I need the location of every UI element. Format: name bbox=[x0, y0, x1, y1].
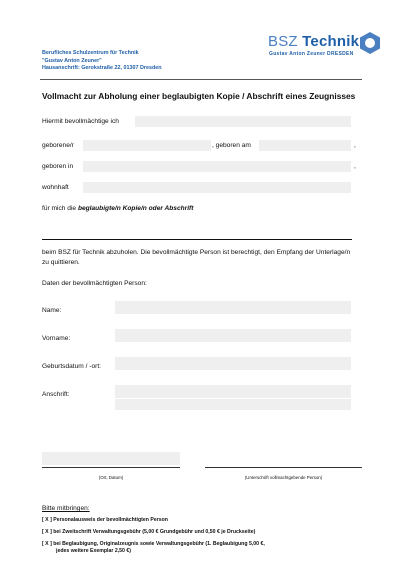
logo-prefix: BSZ bbox=[268, 33, 298, 50]
bring-item-2-text: [ X ] bei Zweitschrift Verwaltungsgebühr (5,00 € Grundgebühr und 0,50 € je Druckseite) bbox=[42, 529, 256, 535]
label-wohnhaft: wohnhaft bbox=[42, 184, 69, 191]
field-geburtsname[interactable] bbox=[83, 140, 211, 151]
label-vorname: Vorname: bbox=[42, 335, 71, 342]
label-hiermit: Hiermit bevollmächtige ich bbox=[42, 118, 119, 125]
field-anschrift-2[interactable] bbox=[115, 399, 351, 410]
field-geburtsdatum[interactable] bbox=[259, 140, 351, 151]
header-divider bbox=[40, 79, 362, 80]
bring-item-3-continuation: jedes weitere Exemplar 2,50 €) bbox=[56, 548, 131, 555]
logo-name: Technik bbox=[302, 33, 360, 50]
list-item bbox=[42, 541, 362, 555]
bring-item-1-text: [ X ] Personalausweis der bevollmächtigten Person bbox=[42, 517, 168, 523]
document-title: Vollmacht zur Abholung einer beglaubigten Kopie / Abschrift eines Zeugnisses bbox=[42, 91, 356, 101]
field-geburtsort[interactable] bbox=[83, 161, 351, 172]
sender-line-3: Hausanschrift: Gerokstraße 22, 01307 Dresden bbox=[42, 65, 162, 72]
field-anschrift-1[interactable] bbox=[115, 385, 351, 398]
list-item bbox=[42, 517, 362, 524]
ort-datum-line bbox=[42, 467, 180, 468]
field-ort-datum[interactable] bbox=[42, 452, 180, 465]
label-anschrift: Anschrift: bbox=[42, 391, 70, 398]
field-wohnhaft[interactable] bbox=[83, 182, 351, 193]
bring-list bbox=[42, 517, 362, 560]
field-name[interactable] bbox=[115, 301, 351, 314]
sender-address bbox=[42, 50, 262, 73]
label-geboren-am: , geboren am bbox=[212, 142, 251, 149]
signature-line[interactable] bbox=[205, 467, 362, 468]
hexagon-nut-icon bbox=[359, 31, 381, 55]
person-heading: Daten der bevollmächtigten Person: bbox=[42, 280, 147, 287]
label-geburtsdatum-ort: Geburtsdatum / -ort: bbox=[42, 363, 101, 370]
comma-separator-2: , bbox=[354, 163, 356, 170]
sender-line-1: Berufliches Schulzentrum für Technik bbox=[42, 50, 139, 56]
field-geburtsdatum-ort[interactable] bbox=[115, 357, 351, 370]
caption-unterschrift: (Unterschrift vollmachtgebende Person) bbox=[244, 475, 323, 480]
caption-ort-datum: (Ort, Datum) bbox=[98, 475, 124, 480]
bring-heading: Bitte mitbringen: bbox=[42, 505, 90, 512]
list-item bbox=[42, 529, 362, 536]
authorization-paragraph: beim BSZ für Technik abzuholen. Die bevollmächtigte Person ist berechtigt, den Empfang der Unterlage/n zu quittieren. bbox=[42, 249, 351, 266]
fuer-emphasis: beglaubigte/n Kopie/n oder Abschrift bbox=[77, 205, 194, 212]
field-vollmachtgeber-name[interactable] bbox=[135, 116, 351, 127]
logo-wordmark bbox=[268, 33, 359, 50]
field-vorname[interactable] bbox=[115, 329, 351, 342]
logo-subline: Gustav Anton Zeuner DRESDEN bbox=[269, 51, 354, 57]
bsz-logo bbox=[268, 30, 383, 68]
label-fuer-mich bbox=[42, 205, 193, 212]
comma-separator: , bbox=[354, 142, 356, 149]
bring-item-3-text: [ X ] bei Beglaubigung, Originalzeugnis sowie Verwaltungsgebühr (1. Beglaubigung 5,00 €, bbox=[42, 541, 265, 547]
label-geborene: geborene/r bbox=[42, 142, 74, 149]
label-geboren-in: geboren in bbox=[42, 163, 74, 170]
sender-line-2: "Gustav Anton Zeuner" bbox=[42, 57, 102, 64]
fuer-prefix: für mich die bbox=[42, 205, 77, 212]
document-type-line[interactable] bbox=[42, 239, 352, 240]
label-name: Name: bbox=[42, 307, 62, 314]
